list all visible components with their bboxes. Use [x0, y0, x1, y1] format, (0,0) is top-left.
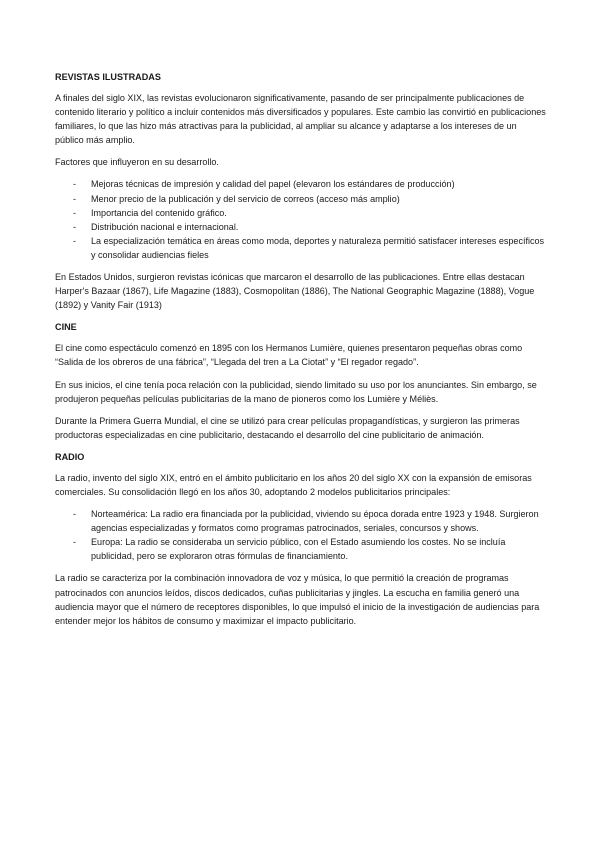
- list-item-text: Importancia del contenido gráfico.: [91, 207, 227, 218]
- paragraph-revistas-intro: A finales del siglo XIX, las revistas evolucionaron significativamente, pasando de ser principalmente publicaciones de contenido literario y político a incluir contenidos más diversificados y populares. Este cambio las convirtió en publicaciones familiares, lo que las hizo más atractivas para la publicidad, al ampliar su alcance y adaptarse a los intereses de un público más amplio.: [55, 93, 546, 146]
- list-item: [55, 206, 547, 220]
- list-item: [55, 234, 547, 262]
- paragraph-radio-2: La radio se caracteriza por la combinación innovadora de voz y música, lo que permitió la creación de programas patrocinados con anuncios leídos, discos dedicados, cuñas publicitarias y jingles. La escucha en familia generó una audiencia mayor que el número de receptores disponibles, lo que impulsó el inicio de la investigación de audiencias para entender mejor los hábitos de consumo y maximizar el impacto publicitario.: [55, 573, 540, 626]
- list-item-text: Menor precio de la publicación y del servicio de correos (acceso más amplio): [91, 193, 400, 204]
- bullet-dash: -: [73, 509, 77, 520]
- bullet-dash: -: [73, 221, 77, 232]
- bullet-dash: -: [73, 235, 77, 246]
- bullet-dash: -: [73, 193, 77, 204]
- paragraph-radio-1: La radio, invento del siglo XIX, entró en el ámbito publicitario en los años 20 del siglo XX con la expansión de emisoras comerciales. Su consolidación llegó en los años 30, adoptando 2 modelos publicitarios principales:: [55, 472, 532, 497]
- list-item: [55, 507, 547, 535]
- bullet-dash: -: [73, 207, 77, 218]
- radio-models-list: [55, 507, 547, 563]
- document-page: [55, 70, 547, 636]
- list-item: [55, 220, 547, 234]
- list-item-text: Mejoras técnicas de impresión y calidad del papel (elevaron los estándares de producción): [91, 179, 455, 190]
- section-cine: [55, 320, 547, 442]
- section-title-radio: RADIO: [55, 451, 85, 462]
- section-title-revistas: REVISTAS ILUSTRADAS: [55, 72, 161, 82]
- list-item-text: Europa: La radio se consideraba un servicio público, con el Estado asumiendo los costes. No se incluía publicidad, pero se exploraron otras fórmulas de financiamiento.: [91, 537, 506, 562]
- section-title-cine: CINE: [55, 322, 77, 333]
- list-item-text: La especialización temática en áreas como moda, deportes y naturaleza permitió satisfacer intereses específicos y consolidar audiencias fieles: [91, 235, 545, 260]
- paragraph-cine-3: Durante la Primera Guerra Mundial, el cine se utilizó para crear películas propagandísticas, y surgieron las primeras productoras especializadas en cine publicitario, destacando el desarrollo del cine publicitario de animación.: [55, 415, 520, 440]
- factors-list: [55, 177, 547, 262]
- paragraph-revistas-usa: En Estados Unidos, surgieron revistas icónicas que marcaron el desarrollo de las publicaciones. Entre ellas destacan Harper's Bazaar (1867), Life Magazine (1883), Cosmopolitan (1886), The National Geographic Magazine (1888), Vogue (1892) y Vanity Fair (1913): [55, 272, 535, 311]
- list-item: [55, 192, 547, 206]
- list-item-text: Norteamérica: La radio era financiada por la publicidad, viviendo su época dorada entre 1923 y 1948. Surgieron agencias especializadas y formatos como programas patrocinados, seriales, concursos y shows.: [91, 509, 539, 534]
- paragraph-cine-2: En sus inicios, el cine tenía poca relación con la publicidad, siendo limitado su uso por los anunciantes. Sin embargo, se produjeron pequeñas películas publicitarias de la mano de pioneros como los Lumière y Méliès.: [55, 379, 537, 404]
- bullet-dash: -: [73, 537, 77, 548]
- bullet-dash: -: [73, 179, 77, 190]
- list-item-text: Distribución nacional e internacional.: [91, 221, 239, 232]
- list-item: [55, 535, 547, 563]
- paragraph-cine-1: El cine como espectáculo comenzó en 1895 con los Hermanos Lumière, quienes presentaron pequeñas obras como “Salida de los obreros de una fábrica”, “Llegada del tren a La Ciotat” y “El regador regado”.: [55, 343, 523, 368]
- paragraph-factores-intro: Factores que influyeron en su desarrollo.: [55, 157, 219, 168]
- section-revistas: [55, 70, 547, 312]
- list-item: [55, 177, 547, 191]
- section-radio: [55, 450, 547, 628]
